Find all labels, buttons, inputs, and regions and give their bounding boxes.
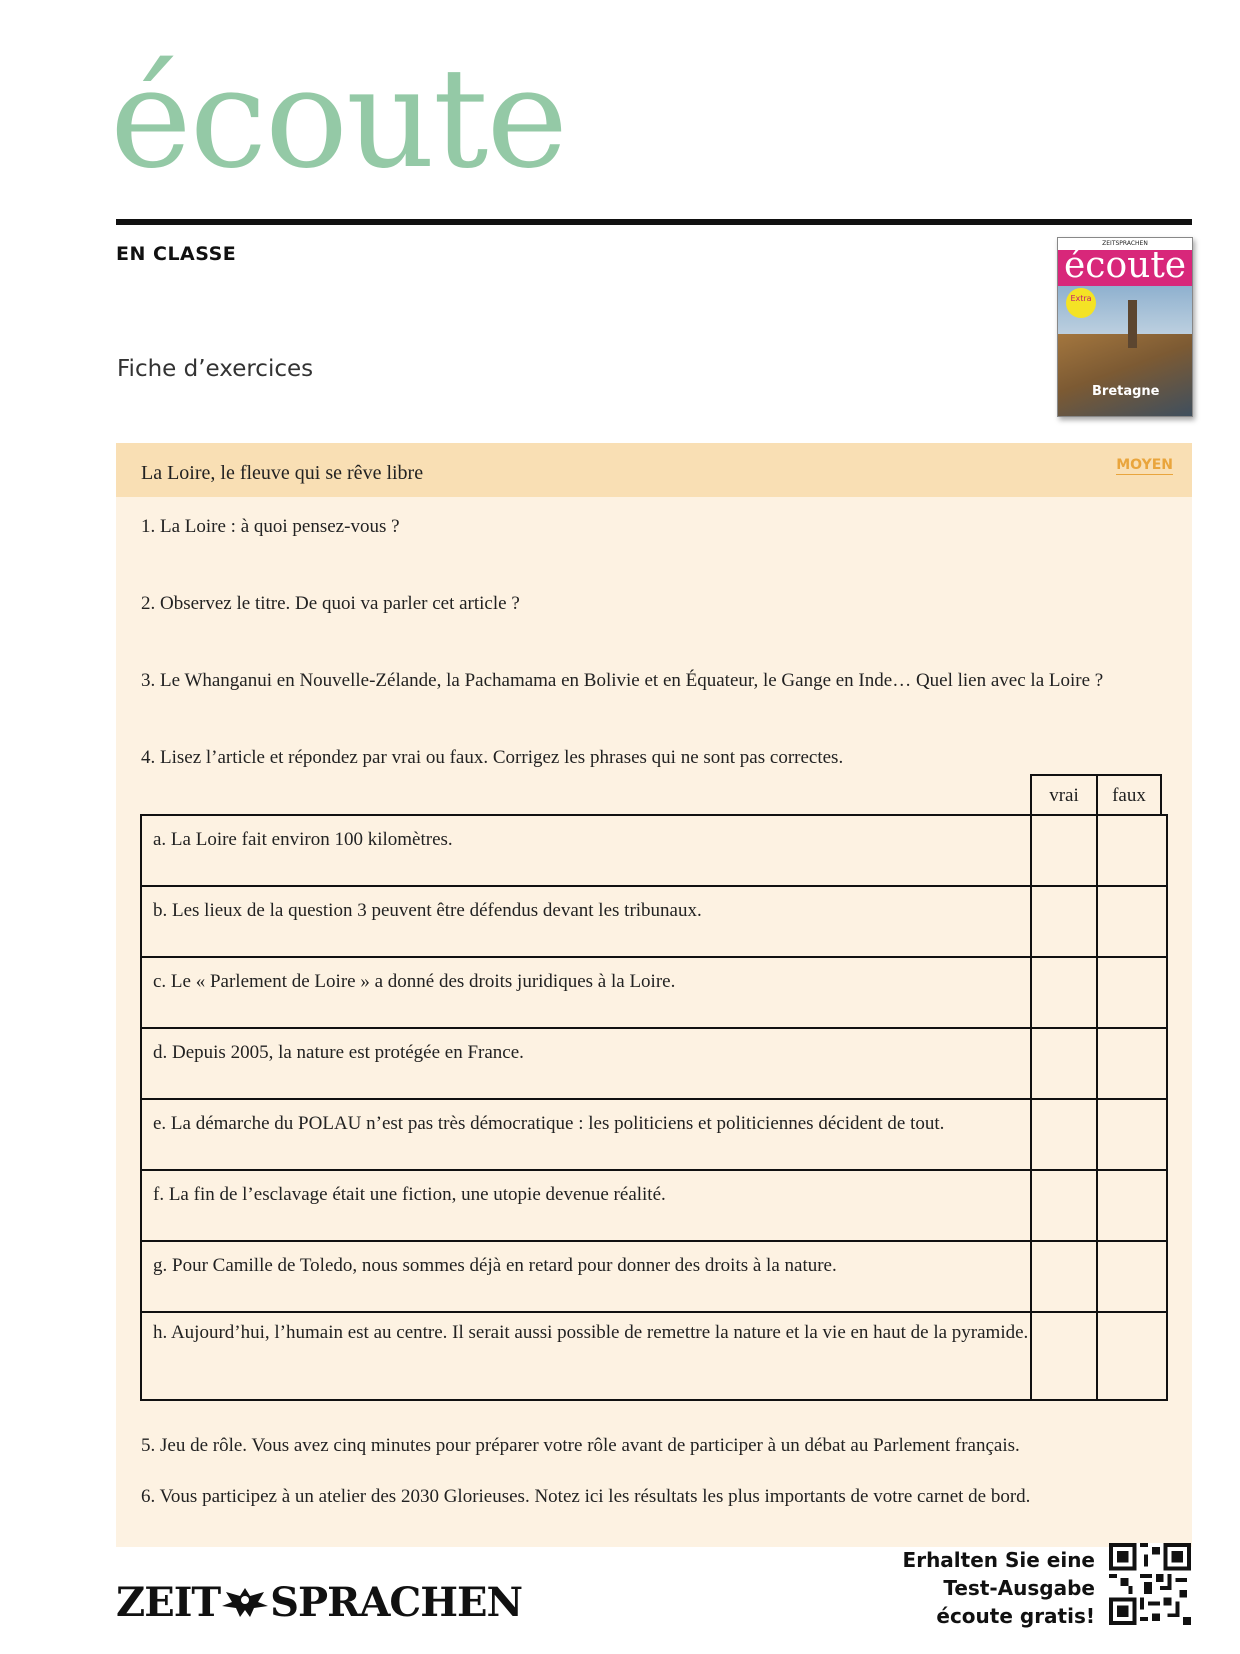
cta-line-1: Erhalten Sie eine — [902, 1548, 1095, 1572]
faux-checkbox-a[interactable] — [1096, 814, 1168, 887]
question-4: 4. Lisez l’article et répondez par vrai ou faux. Corrigez les phrases qui ne sont pas correctes. — [141, 747, 844, 768]
magazine-cover-image — [1057, 237, 1193, 417]
eagle-crest-icon — [220, 1584, 270, 1620]
question-5: 5. Jeu de rôle. Vous avez cinq minutes pour préparer votre rôle avant de participer à un débat au Parlement français. — [141, 1435, 1020, 1456]
faux-checkbox-b[interactable] — [1096, 885, 1168, 958]
cover-extra-badge: Extra — [1066, 288, 1096, 318]
cta-line-2: Test-Ausgabe — [943, 1576, 1095, 1600]
table-row — [140, 885, 1168, 958]
test-issue-offer[interactable] — [903, 1546, 1095, 1630]
statement-f: f. La fin de l’esclavage était une fiction, une utopie devenue réalité. — [153, 1184, 666, 1205]
section-label: EN CLASSE — [116, 243, 237, 265]
question-3: 3. Le Whanganui en Nouvelle-Zélande, la Pachamama en Bolivie et en Équateur, le Gange en Inde… Quel lien avec la Loire ? — [141, 670, 1104, 691]
ecoute-logo: écoute — [110, 38, 567, 199]
question-6: 6. Vous participez à un atelier des 2030 Glorieuses. Notez ici les résultats les plus importants de votre carnet de bord. — [141, 1486, 1031, 1507]
exercise-title: La Loire, le fleuve qui se rêve libre — [141, 462, 424, 484]
vrai-checkbox-b[interactable] — [1030, 885, 1098, 958]
statement-h: h. Aujourd’hui, l’humain est au centre. Il serait aussi possible de remettre la nature et la vie en haut de la pyramide. — [153, 1322, 1029, 1343]
table-row — [140, 814, 1168, 887]
faux-checkbox-d[interactable] — [1096, 1027, 1168, 1100]
vrai-checkbox-f[interactable] — [1030, 1169, 1098, 1242]
faux-checkbox-c[interactable] — [1096, 956, 1168, 1029]
cover-lighthouse — [1128, 300, 1137, 348]
cover-masthead: ZEITSPRACHEN — [1058, 238, 1192, 250]
faux-checkbox-f[interactable] — [1096, 1169, 1168, 1242]
qr-code-icon[interactable] — [1109, 1543, 1191, 1625]
table-row — [140, 1027, 1168, 1100]
statement-d: d. Depuis 2005, la nature est protégée en France. — [153, 1042, 524, 1063]
statement-a: a. La Loire fait environ 100 kilomètres. — [153, 829, 453, 850]
table-row — [140, 1098, 1168, 1171]
vrai-checkbox-a[interactable] — [1030, 814, 1098, 887]
level-badge: MOYEN — [1116, 457, 1173, 473]
cover-rocks — [1058, 334, 1192, 416]
header-rule — [116, 219, 1192, 225]
table-row — [140, 1311, 1168, 1401]
exercise-header — [116, 443, 1192, 497]
column-header-faux: faux — [1096, 774, 1162, 814]
vrai-checkbox-g[interactable] — [1030, 1240, 1098, 1313]
cta-line-3: écoute gratis! — [936, 1604, 1095, 1628]
cover-headline: Bretagne — [1092, 384, 1160, 399]
vrai-checkbox-e[interactable] — [1030, 1098, 1098, 1171]
faux-checkbox-h[interactable] — [1096, 1311, 1168, 1401]
question-1: 1. La Loire : à quoi pensez-vous ? — [141, 516, 400, 537]
faux-checkbox-e[interactable] — [1096, 1098, 1168, 1171]
statement-b: b. Les lieux de la question 3 peuvent être défendus devant les tribunaux. — [153, 900, 702, 921]
statement-e: e. La démarche du POLAU n’est pas très démocratique : les politiciens et politiciennes décident de tout. — [153, 1113, 945, 1134]
question-2: 2. Observez le titre. De quoi va parler cet article ? — [141, 593, 520, 614]
brand-right: SPRACHEN — [270, 1579, 523, 1626]
exercise-panel — [116, 443, 1192, 1547]
zeit-sprachen-logo — [116, 1579, 522, 1626]
vrai-checkbox-d[interactable] — [1030, 1027, 1098, 1100]
vrai-checkbox-c[interactable] — [1030, 956, 1098, 1029]
table-row — [140, 1240, 1168, 1313]
vrai-checkbox-h[interactable] — [1030, 1311, 1098, 1401]
table-row — [140, 1169, 1168, 1242]
page-subtitle: Fiche d’exercices — [117, 356, 314, 382]
column-header-vrai: vrai — [1030, 774, 1098, 814]
brand-left: ZEIT — [116, 1579, 221, 1626]
table-row — [140, 956, 1168, 1029]
statement-c: c. Le « Parlement de Loire » a donné des droits juridiques à la Loire. — [153, 971, 676, 992]
cover-title: écoute — [1064, 245, 1187, 286]
statement-g: g. Pour Camille de Toledo, nous sommes déjà en retard pour donner des droits à la nature. — [153, 1255, 837, 1276]
faux-checkbox-g[interactable] — [1096, 1240, 1168, 1313]
